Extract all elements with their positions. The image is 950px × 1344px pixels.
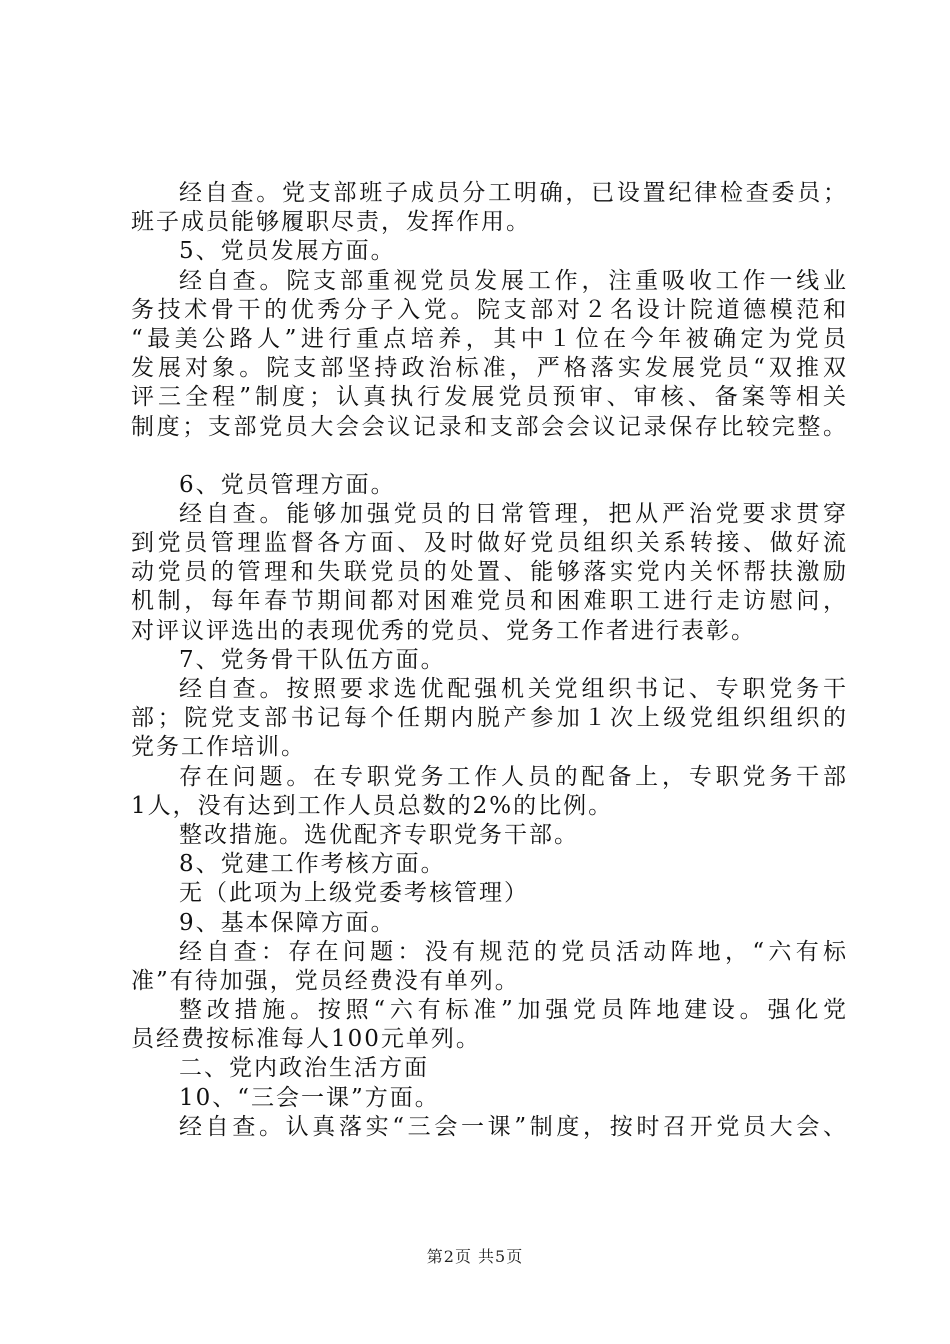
paragraph-line: 经自查。党支部班子成员分工明确，已设置纪律检查委员； [179, 180, 846, 206]
paragraph-line: 对评议评选出的表现优秀的党员、党务工作者进行表彰。 [131, 617, 756, 644]
section-heading: 10、“三会一课”方面。 [179, 1084, 440, 1111]
paragraph-line: 评三全程”制度；认真执行发展党员预审、审核、备案等相关 [131, 384, 846, 411]
paragraph-line: 部；院党支部书记每个任期内脱产参加１次上级党组织组织的 [131, 705, 846, 732]
paragraph-line: 存在问题。在专职党务工作人员的配备上，专职党务干部 [179, 763, 846, 790]
paragraph-line: 班子成员能够履职尽责，发挥作用。 [131, 209, 531, 236]
paragraph-line: 制度；支部党员大会会议记录和支部会会议记录保存比较完整。 [131, 413, 846, 440]
paragraph-line: 经自查。院支部重视党员发展工作，注重吸收工作一线业 [179, 267, 846, 294]
paragraph-line: 到党员管理监督各方面、及时做好党员组织关系转接、做好流 [131, 530, 846, 557]
paragraph-line: 整改措施。选优配齐专职党务干部。 [179, 821, 579, 848]
section-heading: 9、基本保障方面。 [179, 909, 396, 936]
paragraph-line: 1人，没有达到工作人员总数的2%的比例。 [131, 792, 614, 819]
page-number-footer: 第2页 共5页 [426, 1247, 524, 1266]
section-heading: 5、党员发展方面。 [179, 238, 396, 265]
section-heading: 7、党务骨干队伍方面。 [179, 646, 446, 673]
paragraph-line: 机制，每年春节期间都对困难党员和困难职工进行走访慰问， [131, 588, 846, 615]
paragraph-line: 经自查：存在问题：没有规范的党员活动阵地，“六有标 [179, 938, 846, 965]
paragraph-line: 党务工作培训。 [131, 734, 306, 761]
section-heading: 二、党内政治生活方面 [179, 1055, 429, 1082]
section-heading: 6、党员管理方面。 [179, 471, 396, 498]
paragraph-line: 经自查。能够加强党员的日常管理，把从严治党要求贯穿 [179, 500, 846, 527]
paragraph-line: 无（此项为上级党委考核管理） [179, 880, 529, 907]
paragraph-line: 整改措施。按照“六有标准”加强党员阵地建设。强化党 [179, 997, 846, 1024]
document-body [131, 179, 846, 1142]
paragraph-line: 经自查。按照要求选优配强机关党组织书记、专职党务干 [179, 676, 846, 702]
paragraph-line: “最美公路人”进行重点培养，其中１位在今年被确定为党员 [131, 325, 846, 352]
paragraph-gap [131, 442, 846, 471]
paragraph-line: 员经费按标准每人100元单列。 [131, 1026, 481, 1053]
paragraph-line: 动党员的管理和失联党员的处置、能够落实党内关怀帮扶激励 [131, 559, 846, 586]
paragraph-line: 准”有待加强，党员经费没有单列。 [131, 967, 520, 994]
paragraph-line: 发展对象。院支部坚持政治标准，严格落实发展党员“双推双 [131, 355, 846, 382]
section-heading: 8、党建工作考核方面。 [179, 851, 446, 878]
paragraph-line: 经自查。认真落实“三会一课”制度，按时召开党员大会、 [179, 1113, 846, 1140]
paragraph-line: 务技术骨干的优秀分子入党。院支部对２名设计院道德模范和 [131, 296, 846, 323]
